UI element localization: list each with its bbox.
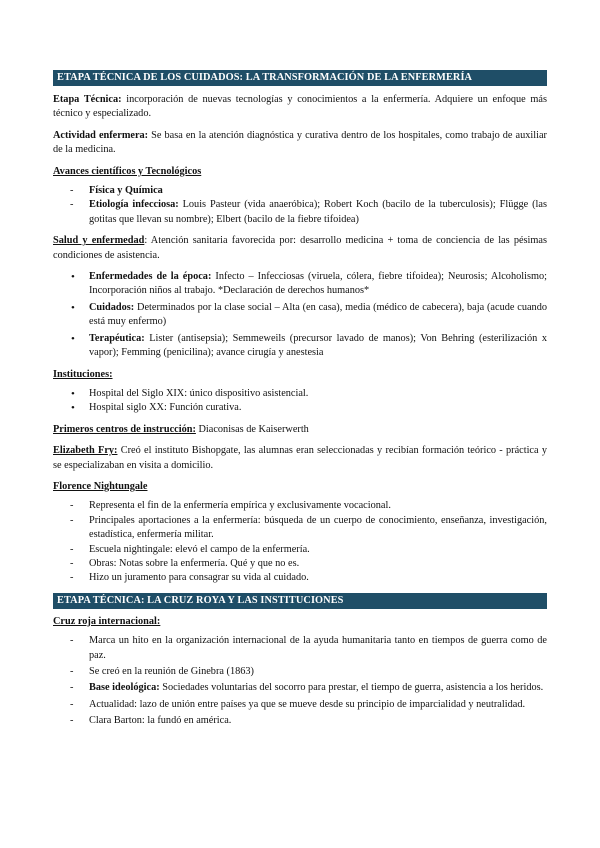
list-avances — [53, 184, 547, 227]
paragraph-primeros — [53, 423, 547, 437]
heading-instituciones — [53, 368, 547, 382]
text-actividad: Se basa en la atención diagnóstica y curativa dentro de los hospitales, como trabajo de auxiliar de la medicina. — [53, 129, 547, 156]
item-text: Marca un hito en la organización internacional de la ayuda humanitaria tanto en tiempos de guerra como de paz. — [89, 635, 547, 661]
section-title-bar: ETAPA TÉCNICA DE LOS CUIDADOS: LA TRANSFORMACIÓN DE LA ENFERMERÍA — [53, 70, 547, 86]
list-item — [53, 665, 547, 679]
list-item — [53, 301, 547, 330]
list-florence — [53, 499, 547, 585]
text-etapa: incorporación de nuevas tecnologías y conocimientos a la enfermería. Adquiere un enfoque más técnico y especializado. — [53, 94, 547, 120]
paragraph-etapa — [53, 93, 547, 122]
list-item: - Hizo un juramento para consagrar su vida al cuidado. — [53, 571, 547, 585]
label-primeros: Primeros centros de instrucción: — [53, 423, 196, 435]
item-label: Cuidados: — [89, 301, 135, 313]
list-item: - Escuela nightingale: elevó el campo de la enfermería. — [53, 543, 547, 557]
list-item — [53, 681, 547, 695]
heading-avances — [53, 165, 547, 179]
list-item: - Representa el fin de la enfermería empírica y exclusivamente vocacional. — [53, 499, 547, 513]
paragraph-salud — [53, 234, 547, 263]
heading-avances-text: Avances científicos y Tecnológicos — [53, 165, 202, 177]
item-text: Louis Pasteur (vida anaeróbica); Robert Koch (bacilo de la tuberculosis); Flügge (las gotitas que llevan su nombre); Elbert (bacilo de la fiebre tifoidea) — [89, 199, 547, 225]
heading-cruz — [53, 615, 547, 629]
list-item — [53, 184, 547, 198]
heading-instituciones-text: Instituciones: — [53, 368, 113, 380]
label-actividad: Actividad enfermera: — [53, 129, 149, 141]
label-fry: Elizabeth Fry: — [53, 445, 118, 457]
item-label: Enfermedades de la época: — [89, 271, 212, 283]
item-text: Actualidad: lazo de unión entre países ya que se mueve desde su principio de imparcialidad y neutralidad. — [89, 698, 526, 710]
list-item — [53, 270, 547, 299]
list-item: - Principales aportaciones a la enfermería: búsqueda de un cuerpo de conocimiento, enseñanza, investigación, estadística, enfermería militar. — [53, 514, 547, 543]
list-item: - Obras: Notas sobre la enfermería. Qué y que no es. — [53, 557, 547, 571]
item-label: Base ideológica: — [89, 682, 160, 694]
heading-florence — [53, 480, 547, 494]
list-item — [53, 198, 547, 227]
list-item — [53, 698, 547, 712]
item-text: Sociedades voluntarias del socorro para prestar, el tiempo de guerra, asistencia a los heridos. — [159, 682, 544, 694]
item-text: Determinados por la clase social – Alta (en casa), media (médico de cabecera), baja (acude cuando está muy enfermo) — [89, 301, 547, 328]
list-item: • Hospital del Siglo XIX: único dispositivo asistencial. — [53, 387, 547, 401]
heading-cruz-text: Cruz roja internacional: — [53, 615, 161, 627]
list-salud — [53, 270, 547, 360]
paragraph-actividad — [53, 129, 547, 158]
item-text: Infecto – Infecciosas (viruela, cólera, fiebre tifoidea); Neurosis; Alcoholismo; Incorporación niños al trabajo. *Declaración de derechos humanos* — [89, 271, 547, 297]
item-label: Física y Química — [89, 185, 163, 197]
label-salud: Salud y enfermedad — [53, 235, 145, 247]
text-fry: Creó el instituto Bishopgate, las alumnas eran seleccionadas y recibían formación teórico - práctica y se especializaban en visita a domicilio. — [53, 445, 547, 471]
list-item — [53, 332, 547, 361]
document-content — [53, 70, 547, 736]
item-text: Se creó en la reunión de Ginebra (1863) — [89, 666, 254, 677]
label-etapa: Etapa Técnica: — [53, 94, 122, 105]
list-item — [53, 634, 547, 663]
item-text: Lister (antisepsia); Semmeweils (precursor lavado de manos); Von Behring (esterilización x vapor); Femming (penicilina); avance cirugía y anestesia — [89, 332, 547, 359]
item-label: Terapéutica: — [89, 332, 145, 344]
list-instituciones — [53, 387, 547, 416]
list-item — [53, 714, 547, 728]
text-primeros: Diaconisas de Kaiserwerth — [195, 423, 309, 435]
heading-florence-text: Florence Nightungale — [53, 480, 148, 492]
text-salud: : Atención sanitaria favorecida por: desarrollo medicina + toma de conciencia de las pésimas condiciones de asistencia. — [53, 235, 547, 261]
item-text: Clara Barton: la fundó en américa. — [89, 715, 232, 727]
list-cruz — [53, 634, 547, 728]
section-title-bar: ETAPA TÉCNICA: LA CRUZ ROYA Y LAS INSTITUCIONES — [53, 593, 547, 609]
list-item: • Hospital siglo XX: Función curativa. — [53, 401, 547, 415]
item-label: Etiología infecciosa: — [89, 199, 179, 211]
paragraph-fry — [53, 444, 547, 473]
